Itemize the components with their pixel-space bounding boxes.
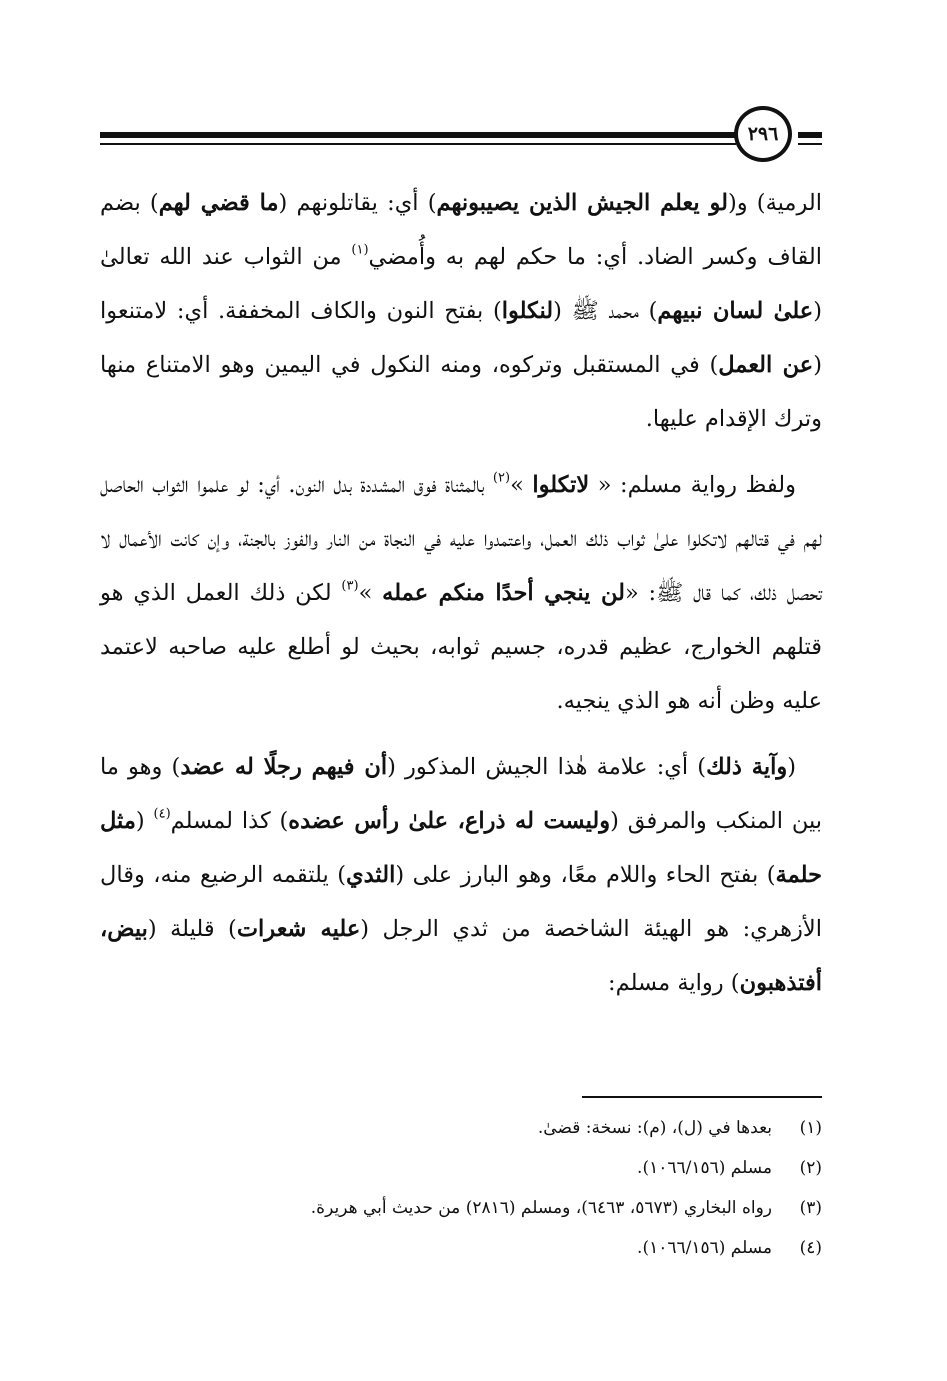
commentary-text: من الثواب عند الله تعالىٰ ( xyxy=(100,244,822,324)
footnote-text: بعدها في (ل)، (م): نسخة: قضیٰ. xyxy=(537,1118,772,1138)
quoted-hadith-text: لو يعلم الجيش الذين يصيبونهم xyxy=(436,190,728,216)
quoted-hadith-text: أن فيهم رجلًا له عضد xyxy=(180,754,388,780)
commentary-text: ) أي: علامة هٰذا الجيش المذكور ( xyxy=(387,754,707,780)
footnote-number: (٢) xyxy=(799,1158,822,1178)
commentary-text: » xyxy=(510,472,533,498)
footnote-ref: (١) xyxy=(351,242,369,258)
footnote-number: (١) xyxy=(799,1118,822,1138)
footnote-ref: (٢) xyxy=(492,470,511,486)
quoted-hadith-text: وليست له ذراع، علىٰ رأس عضده xyxy=(288,808,611,834)
footnote-number: (٣) xyxy=(799,1198,822,1218)
commentary-text: ( xyxy=(135,808,154,834)
commentary-text: ) وهو ما بين المنكب والمرفق ( xyxy=(100,754,822,834)
footnote-ref: (٤) xyxy=(153,806,171,822)
commentary-text: ) رواية مسلم: xyxy=(608,970,740,996)
footnote-text: رواه البخاري (٥٦٧٣، ٦٤٦٣)، ومسلم (٢٨١٦) من حديث أبي هريرة. xyxy=(310,1198,772,1218)
footnote xyxy=(100,1148,822,1188)
commentary-text: ) بفتح النون والكاف المخففة. أي: لامتنعوا ( xyxy=(100,298,822,378)
paragraph xyxy=(100,740,822,1010)
quoted-hadith-text: لاتكلوا xyxy=(532,472,590,498)
commentary-text: لكن ذلك العمل الذي هو قتلهم الخوارج، عظيم قدره، جسيم ثوابه، بحيث لو أطلع عليه صاحبه لاعتمد عليه وظن أنه هو الذي ينجيه. xyxy=(100,580,822,714)
main-text xyxy=(100,176,822,1022)
commentary-text: ) يلتقمه الرضيع منه، وقال الأزهري: هو الهيئة الشاخصة من ثدي الرجل ( xyxy=(100,862,822,942)
paragraph xyxy=(100,176,822,446)
header-rule-thin xyxy=(100,143,736,145)
commentary-text: ) أي: يقاتلونهم ( xyxy=(278,190,437,216)
commentary-text: الرمية) و( xyxy=(727,190,822,216)
footnote-number: (٤) xyxy=(799,1238,822,1258)
footnote-separator xyxy=(582,1096,822,1098)
header-rule-right-thick xyxy=(798,132,822,138)
quoted-hadith-text: مثل حلمة xyxy=(100,808,822,888)
quoted-hadith-text: عن العمل xyxy=(718,352,814,378)
quoted-hadith-text: لنكلوا xyxy=(501,298,554,324)
commentary-text: ) بفتح الحاء واللام معًا، وهو البارز على ( xyxy=(395,862,776,888)
footnote-text: مسلم (١٠٦٦/١٥٦). xyxy=(637,1238,772,1258)
commentary-text: ) في المستقبل وتركوه، ومنه النكول في اليمين وهو الامتناع منها وترك الإقدام عليها. xyxy=(100,352,822,432)
quoted-hadith-text: ما قضي لهم xyxy=(158,190,279,216)
header-rule-thick xyxy=(100,132,736,138)
commentary-text: » xyxy=(358,580,383,606)
quoted-hadith-text: بيض، أفتذهبون xyxy=(100,916,822,996)
footnotes xyxy=(100,1108,822,1268)
quoted-hadith-text: وآية ذلك xyxy=(706,754,788,780)
commentary-text: ) كذا لمسلم xyxy=(170,808,289,834)
footnote xyxy=(100,1108,822,1148)
commentary-text: بالمثناة فوق المشددة بدل النون. أي: لو علموا الثواب الحاصل لهم في قتالهم لاتكلوا علىٰ ثواب ذلك العمل، واعتمدوا عليه في النجاة من النار والفوز بالجنة، وإن كانت الأعمال لا تحصل ذلك، كما قال ﷺ: « xyxy=(100,472,822,606)
paragraph xyxy=(100,458,822,728)
quoted-hadith-text: علىٰ لسان نبيهم xyxy=(657,298,814,324)
page-header xyxy=(100,104,822,164)
page-number: ٢٩٦ xyxy=(734,106,792,162)
commentary-text: ) محمد ﷺ ( xyxy=(553,298,658,324)
quoted-hadith-text: عليه شعرات xyxy=(236,916,361,942)
commentary-text: ولفظ رواية مسلم: « xyxy=(589,472,796,498)
footnote-text: مسلم (١٠٦٦/١٥٦). xyxy=(637,1158,772,1178)
header-rule-right-thin xyxy=(798,143,822,145)
quoted-hadith-text: الثدي xyxy=(346,862,396,888)
footnote-ref: (٣) xyxy=(341,578,359,594)
footnote xyxy=(100,1188,822,1228)
commentary-text: ) قليلة ( xyxy=(147,916,237,942)
commentary-text: ( xyxy=(787,754,796,780)
quoted-hadith-text: لن ينجي أحدًا منكم عمله xyxy=(382,580,625,606)
commentary-text: ) بضم القاف وكسر الضاد. أي: ما حكم لهم به وأُمضي xyxy=(100,190,823,270)
footnote xyxy=(100,1228,822,1268)
